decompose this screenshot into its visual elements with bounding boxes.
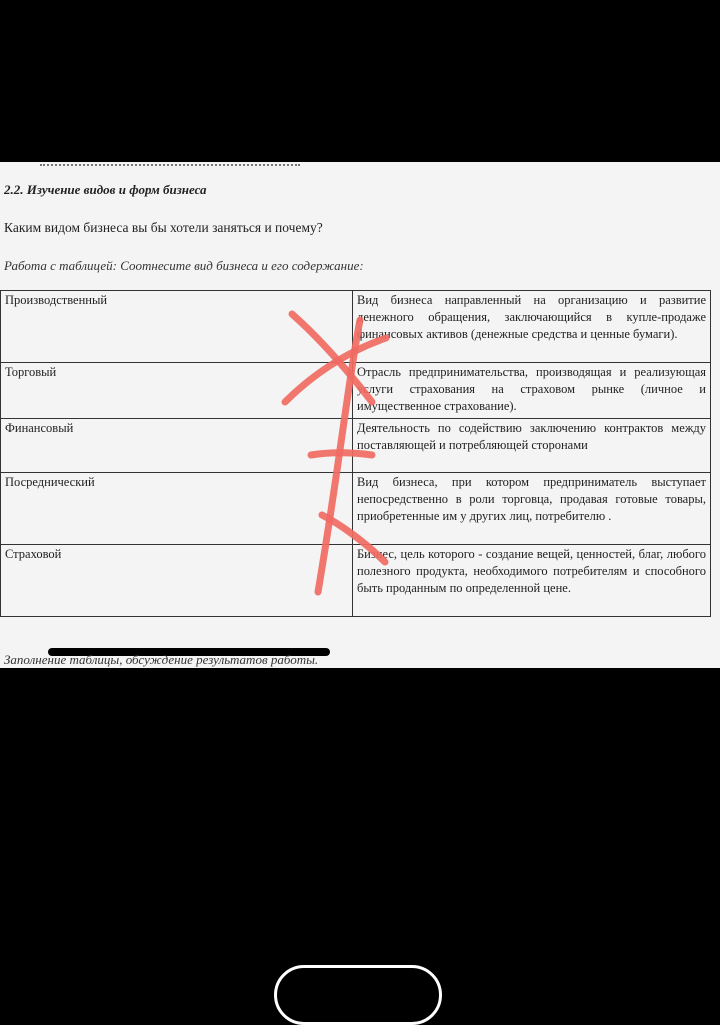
matching-table: [0, 290, 711, 617]
table-row: [1, 291, 711, 363]
table-row: [1, 473, 711, 545]
table-row: [1, 363, 711, 419]
description-cell: Вид бизнеса направленный на организацию и развитие денежного обращения, заключающийся в купле-продаже финансовых активов (денежные средства и ценные бумаги).: [353, 291, 711, 363]
task-text: Работа с таблицей: Соотнесите вид бизнеса и его содержание:: [4, 258, 364, 273]
question-text: Каким видом бизнеса вы бы хотели заняться и почему?: [4, 220, 323, 235]
description-cell: Вид бизнеса, при котором предприниматель выступает непосредственно в роли торговца, продавая готовые товары, приобретенные им у других лиц, потребителю .: [353, 473, 711, 545]
footer-note: Заполнение таблицы, обсуждение результатов работы.: [4, 652, 319, 667]
cut-off-text-line: [40, 162, 300, 166]
description-cell: Отрасль предпринимательства, производящая и реализующая услуги страхования на страховом рынке (личное и имущественное страхование).: [353, 363, 711, 419]
section-heading: 2.2. Изучение видов и форм бизнеса: [4, 182, 207, 197]
business-type-cell: Посреднический: [1, 473, 353, 545]
business-type-cell: Финансовый: [1, 419, 353, 473]
document-photo: [0, 162, 720, 668]
description-cell: Деятельность по содействию заключению контрактов между поставляющей и потребляющей сторонами: [353, 419, 711, 473]
description-cell: Бизнес, цель которого - создание вещей, ценностей, благ, любого полезного продукта, необходимого потребителям и способного быть проданным по определенной цене.: [353, 545, 711, 617]
table-row: [1, 419, 711, 473]
home-indicator[interactable]: [274, 965, 442, 1025]
business-type-cell: Страховой: [1, 545, 353, 617]
business-type-cell: Производственный: [1, 291, 353, 363]
business-type-cell: Торговый: [1, 363, 353, 419]
table-row: [1, 545, 711, 617]
